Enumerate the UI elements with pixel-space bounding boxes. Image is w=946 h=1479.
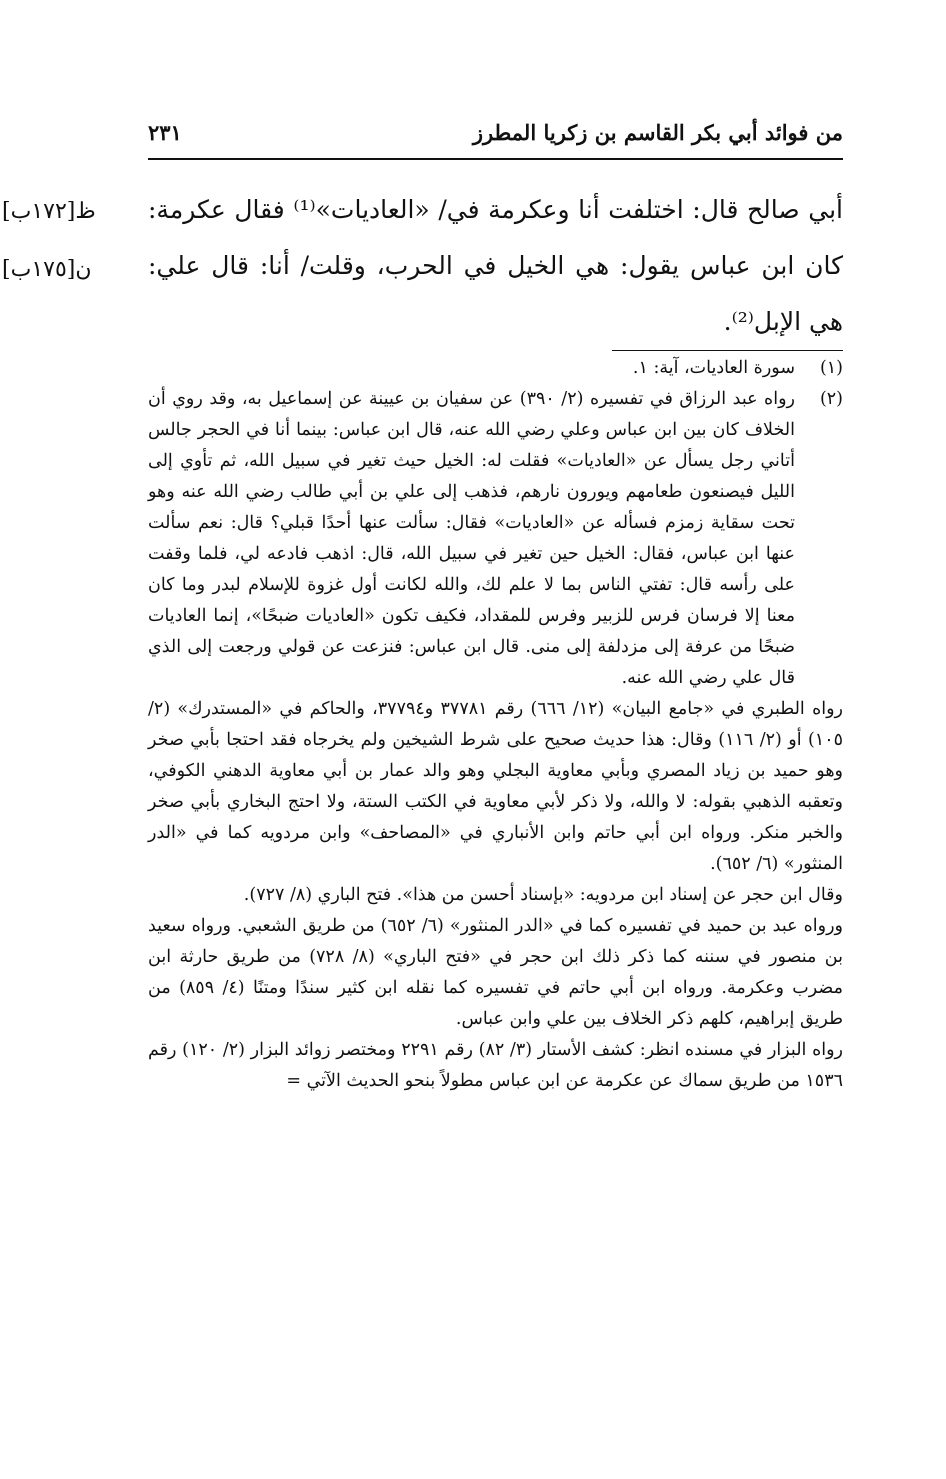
- continuation-paragraph: رواه الطبري في «جامع البيان» (١٢/ ٦٦٦) رقم ٣٧٧٨١ و٣٧٧٩٤، والحاكم في «المستدرك» (٢/ ١٠٥) أو (٢/ ١١٦) وقال: هذا حديث صحيح على شرط الشيخين ولم يخرجاه فقد احتجا بأبي صخر وهو حميد بن زياد المصري وبأبي معاوية البجلي وهو والد عمار بن أبي معاوية الدهني الكوفي، وتعقبه الذهبي بقوله: لا والله، ولا ذكر لأبي معاوية في الكتب الستة، ولا احتج البخاري بأبي صخر والخبر منكر. ورواه ابن أبي حاتم وابن الأنباري في «المصاحف» وابن مردويه كما في «الدر المنثور» (٦/ ٦٥٢).: [148, 699, 844, 874]
- margin-note: [١٧٢ب]ظ: [2, 199, 96, 224]
- footnote-body: [148, 353, 795, 384]
- running-title: من فوائد أبي بكر القاسم بن زكريا المطرز: [472, 120, 843, 145]
- page-number: ٢٣١: [148, 120, 182, 145]
- continuation-paragraph: وقال ابن حجر عن إسناد ابن مردويه: «بإسناد أحسن من هذا». فتح الباري (٨/ ٧٢٧).: [243, 885, 843, 905]
- header-divider: [148, 158, 843, 160]
- footnote-number: (٢): [819, 389, 843, 409]
- footnote-body: [148, 384, 795, 694]
- footnote-1: [148, 353, 843, 384]
- main-paragraph: أبي صالح قال: اختلفت أنا وعكرمة في/ «العاديات»⁽¹⁾ فقال عكرمة: كان ابن عباس يقول: هي الخيل في الحرب، وقلت/ أنا: قال علي: هي الإبل⁽²⁾.: [148, 195, 843, 336]
- footnote-number: (١): [819, 358, 843, 378]
- footnotes: [148, 353, 843, 1097]
- continuation-paragraph: ورواه عبد بن حميد في تفسيره كما في «الدر المنثور» (٦/ ٦٥٢) من طريق الشعبي. ورواه سعيد بن منصور في سننه كما ذكر ذلك ابن حجر في «فتح الباري» (٨/ ٧٢٨) من طريق حارثة ابن مضرب وعكرمة. ورواه ابن أبي حاتم في تفسيره كما نقله ابن كثير سندًا ومتنًا (٤/ ٨٥٩) من طريق إبراهيم، كلهم ذكر الخلاف بين علي وابن عباس.: [148, 916, 843, 1029]
- continuation-paragraph: رواه البزار في مسنده انظر: كشف الأستار (٣/ ٨٢) رقم ٢٢٩١ ومختصر زوائد البزار (٢/ ١٢٠) رقم ١٥٣٦ من طريق سماك عن عكرمة عن ابن عباس مطولاً بنحو الحديث الآتي =: [148, 1040, 843, 1091]
- main-text: [148, 182, 843, 350]
- margin-note: [١٧٥ب]ن: [2, 257, 92, 282]
- footnote-2: [148, 384, 843, 694]
- margin-notes: [0, 183, 150, 299]
- footnote-paragraph: رواه عبد الرزاق في تفسيره (٢/ ٣٩٠) عن سفيان بن عيينة عن إسماعيل به، وقد روي أن الخلاف كان بين ابن عباس وعلي رضي الله عنه، قال ابن عباس: بينما أنا في الحجر جالس أتاني رجل يسأل عن «العاديات» فقلت له: الخيل حيث تغير في سبيل الله، ثم تأوي إلى الليل فيصنعون طعامهم ويورون نارهم، فذهب إلى علي بن أبي طالب رضي الله عنه وهو تحت سقاية زمزم فسأله عن «العاديات» فقال: سألت عنها أحدًا قبلي؟ قال: نعم سألت عنها ابن عباس، فقال: الخيل حين تغير في سبيل الله، قال: اذهب فادعه لي، فلما وقفت على رأسه قال: تفتي الناس بما لا علم لك، والله لكانت أول غزوة للإسلام لبدر وما كان معنا إلا فرسان فرس للزبير وفرس للمقداد، فكيف تكون «العاديات ضبحًا»، إنما العاديات ضبحًا من عرفة إلى مزدلفة إلى منى. قال ابن عباس: فنزعت عن قولي ورجعت إلى الذي قال علي رضي الله عنه.: [148, 389, 795, 688]
- page-header: [148, 120, 843, 156]
- footnote-continuation: [148, 694, 843, 1097]
- footnote-paragraph: سورة العاديات، آية: ١.: [632, 358, 795, 378]
- footnote-divider: [612, 350, 843, 351]
